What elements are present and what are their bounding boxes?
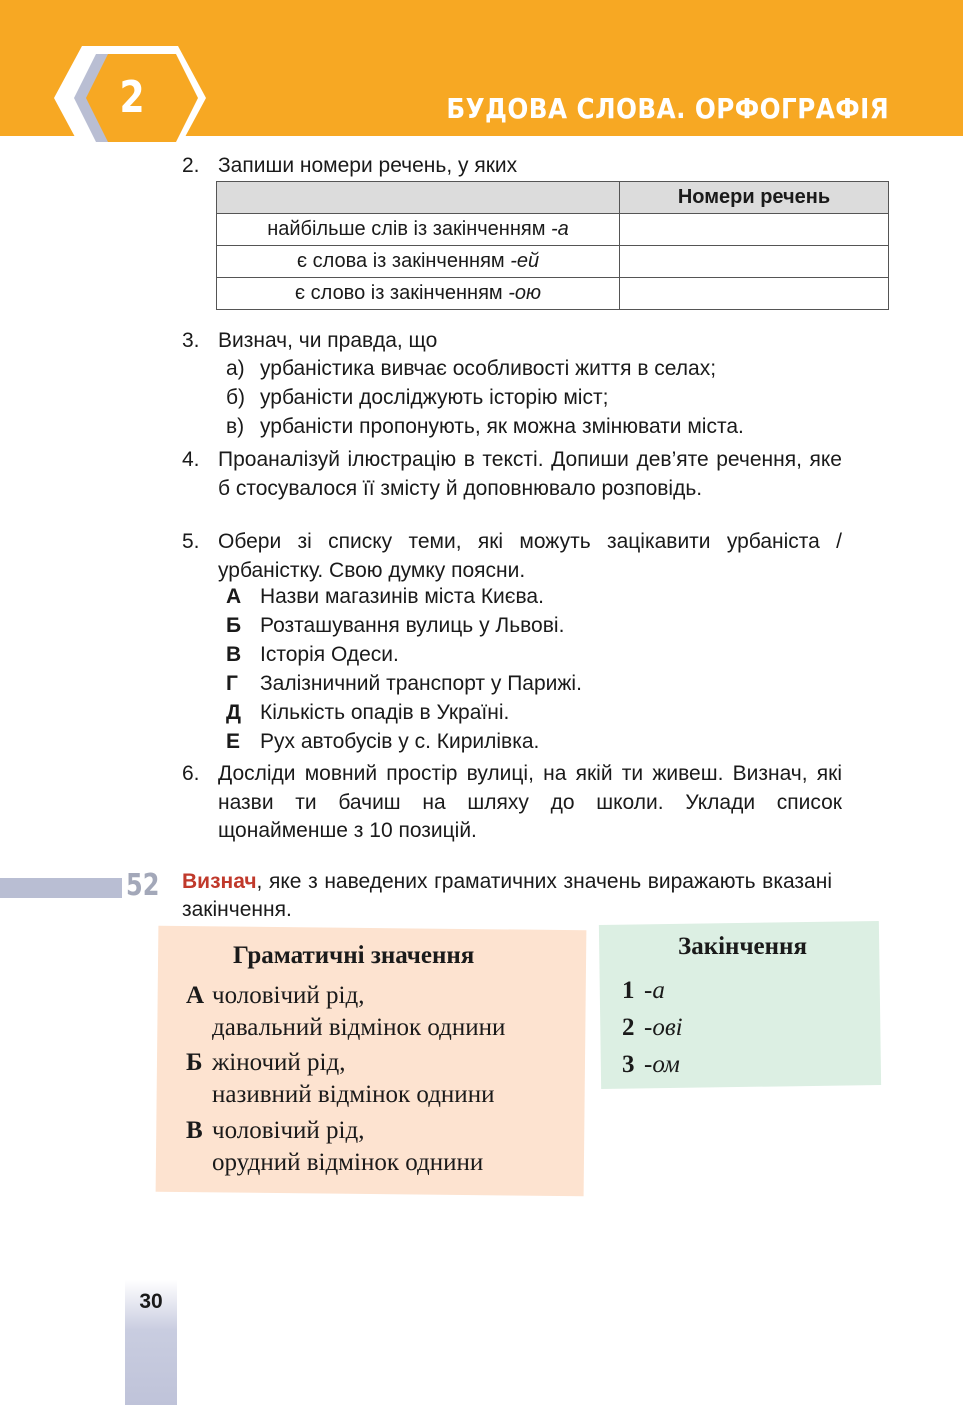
list-item: Е Рух автобусів у с. Кирилівка. <box>226 730 540 753</box>
task-6 <box>182 760 842 846</box>
list-item: Б Розташування вулиць у Львові. <box>226 614 565 637</box>
chapter-title: БУДОВА СЛОВА. ОРФОГРАФІЯ <box>446 92 889 125</box>
task-text: Проаналізуй ілюстрацію в тексті. Допиши дев’яте речення, яке б стосувалося її змісту й доповнювало розповідь. <box>218 448 842 500</box>
table-cell: найбільше слів із закінченням -а <box>217 214 620 246</box>
ending-text: -ою <box>508 282 542 304</box>
task-number: 3. <box>182 329 200 352</box>
task-4 <box>182 446 842 503</box>
ending-item: 1 -а <box>622 977 665 1004</box>
task-number: 2. <box>182 154 200 177</box>
task-3 <box>182 327 842 356</box>
page-number: 30 <box>139 1290 163 1313</box>
list-item: а) урбаністика вивчає особливості життя в селах; <box>226 357 717 380</box>
exercise-marker-bar <box>0 878 122 898</box>
task-2 <box>182 152 842 181</box>
exercise-number: 52 <box>126 868 160 903</box>
table-row <box>217 246 889 278</box>
answers-table <box>216 181 889 310</box>
exercise-text: Визнач, яке з наведених граматичних значень виражають вказані закінчення. <box>182 870 832 921</box>
grammar-item: В чоловічий рід, орудний відмінок однини <box>186 1117 484 1176</box>
task-5 <box>182 528 842 585</box>
task-text: Досліди мовний простір вулиці, на якій ти живеш. Визнач, які назви ти бачиш на шляху до школи. Уклади список щонайменше з 10 позицій. <box>218 762 842 842</box>
list-item: Д Кількість опадів в Україні. <box>226 701 510 724</box>
table-header-cell: Номери речень <box>620 182 889 214</box>
table-row <box>217 278 889 310</box>
list-item: Г Залізничний транспорт у Парижі. <box>226 672 582 695</box>
list-item: в) урбаністи пропонують, як можна змінювати міста. <box>226 415 744 438</box>
list-item: А Назви магазинів міста Києва. <box>226 585 544 608</box>
task-number: 5. <box>182 530 200 553</box>
ending-item: 2 -ові <box>622 1014 683 1041</box>
table-header-row <box>217 182 889 214</box>
task-text: Обери зі списку теми, які можуть зацікавити урбаніста / урбаністку. Свою думку поясни. <box>218 530 842 582</box>
answer-cell[interactable] <box>620 214 889 246</box>
answer-cell[interactable] <box>620 246 889 278</box>
grammar-box-title: Граматичні значення <box>233 942 475 969</box>
ending-item: 3 -ом <box>622 1051 680 1078</box>
task-text: Запиши номери речень, у яких <box>218 154 518 177</box>
table-cell: є слова із закінченням -ей <box>217 246 620 278</box>
table-header-cell <box>217 182 620 214</box>
chapter-number: 2 <box>119 72 145 123</box>
grammar-item: Б жіночий рід, називний відмінок однини <box>186 1049 495 1108</box>
grammar-item: А чоловічий рід, давальний відмінок однини <box>186 982 506 1041</box>
answer-cell[interactable] <box>620 278 889 310</box>
table-cell: є слово із закінченням -ою <box>217 278 620 310</box>
exercise-keyword: Визнач <box>182 870 257 893</box>
task-text: Визнач, чи правда, що <box>218 329 438 352</box>
list-item: б) урбаністи досліджують історію міст; <box>226 386 609 409</box>
ending-text: -ей <box>510 250 540 272</box>
table-row <box>217 214 889 246</box>
ending-text: -а <box>551 218 569 240</box>
list-item: В Історія Одеси. <box>226 643 399 666</box>
task-number: 6. <box>182 762 200 785</box>
task-number: 4. <box>182 448 200 471</box>
endings-box-title: Закінчення <box>678 933 807 960</box>
